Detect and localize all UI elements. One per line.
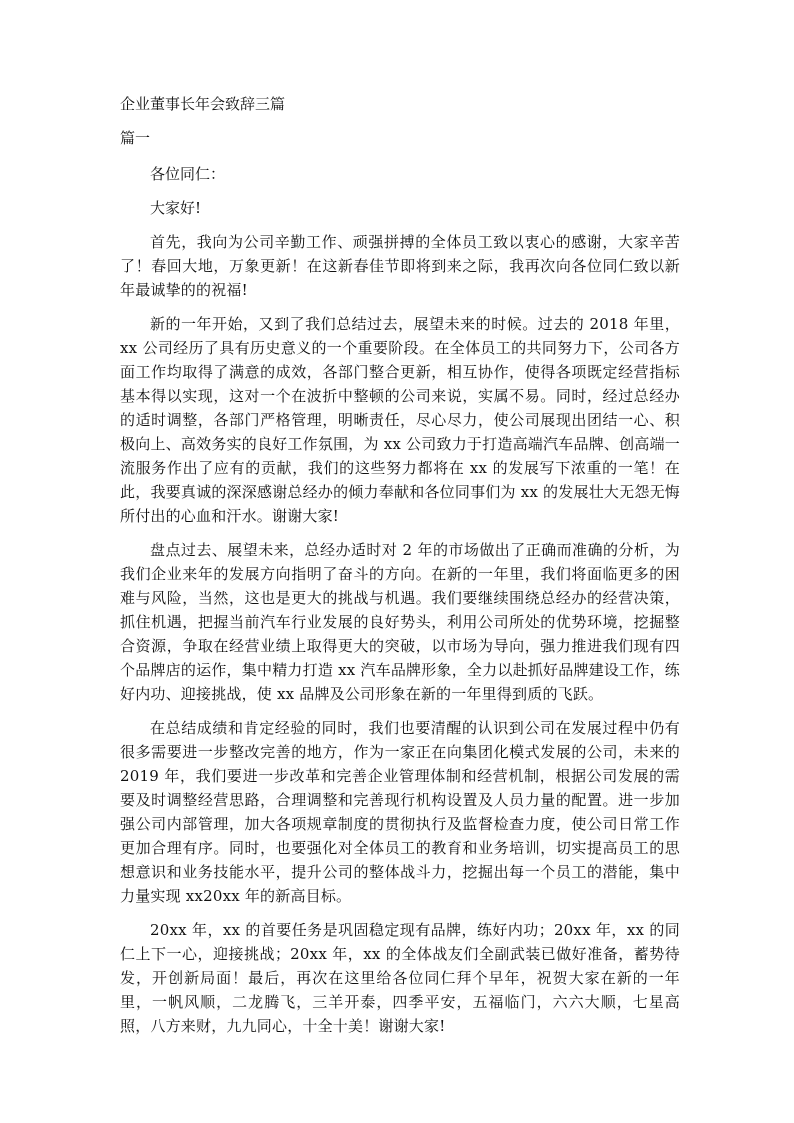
greeting: 大家好! [150,199,202,217]
paragraph-2: 新的一年开始，又到了我们总结过去，展望未来的时候。过去的 2018 年里，xx 公司经历了具有历史意义的一个重要阶段。在全体员工的共同努力下，公司各方面工作均取得了满意的成效，各部门整合更新，相互协作，使得各项既定经营指标基本得以实现，这对一个在波折中整顿的公司来说，实属不易。同时，经过总经办的适时调整，各部门严格管理，明晰责任，尽心尽力，使公司展现出团结一心、积极向上、高效务实的良好工作氛围，为 xx 公司致力于打造高端汽车品牌、创高端一流服务作出了应有的贡献，我们的这些努力都将在 xx 的发展写下浓重的一笔！在此，我要真诚的深深感谢总经办的倾力奉献和各位同事们为 xx 的发展壮大无怨无悔所付出的心血和汗水。谢谢大家! [120,315,680,525]
paragraph-4: 在总结成绩和肯定经验的同时，我们也要清醒的认识到公司在发展过程中仍有很多需要进一步整改完善的地方，作为一家正在向集团化模式发展的公司，未来的 2019 年，我们要进一步改革和完善企业管理体制和经营机制，根据公司发展的需要及时调整经营思路，合理调整和完善现行机构设置及人员力量的配置。进一步加强公司内部管理，加大各项规章制度的贯彻执行及监督检查力度，使公司日常工作更加合理有序。同时，也要强化对全体员工的教育和业务培训，切实提高员工的思想意识和业务技能水平，提升公司的整体战斗力，挖掘出每一个员工的潜能，集中力量实现 xx20xx 年的新高目标。 [120,719,680,905]
salutation: 各位同仁： [150,165,226,183]
document-title: 企业董事长年会致辞三篇 [120,95,286,113]
document-page [120,92,680,1048]
paragraph-1: 首先，我向为公司辛勤工作、顽强拼搏的全体员工致以衷心的感谢，大家辛苦了！春回大地，万象更新！在这新春佳节即将到来之际，我再次向各位同仁致以新年最诚挚的的祝福! [120,233,680,299]
paragraph-3: 盘点过去、展望未来，总经办适时对 2 年的市场做出了正确而准确的分析，为我们企业来年的发展方向指明了奋斗的方向。在新的一年里，我们将面临更多的困难与风险，当然，这也是更大的挑战与机遇。我们要继续围绕总经办的经营决策，抓住机遇，把握当前汽车行业发展的良好势头，利用公司所处的优势环境，挖掘整合资源，争取在经营业绩上取得更大的突破，以市场为导向，强力推进我们现有四个品牌店的运作，集中精力打造 xx 汽车品牌形象，全力以赴抓好品牌建设工作，练好内功、迎接挑战，使 xx 品牌及公司形象在新的一年里得到质的飞跃。 [120,541,680,703]
paragraph-5: 20xx 年，xx 的首要任务是巩固稳定现有品牌，练好内功；20xx 年，xx 的同仁上下一心，迎接挑战；20xx 年，xx 的全体战友们全副武装已做好准备，蓄势待发，开创新局面！最后，再次在这里给各位同仁拜个早年，祝贺大家在新的一年里，一帆风顺，二龙腾飞，三羊开泰，四季平安，五福临门，六六大顺，七星高照，八方来财，九九同心，十全十美！谢谢大家! [120,921,680,1035]
section-heading: 篇一 [120,129,151,147]
